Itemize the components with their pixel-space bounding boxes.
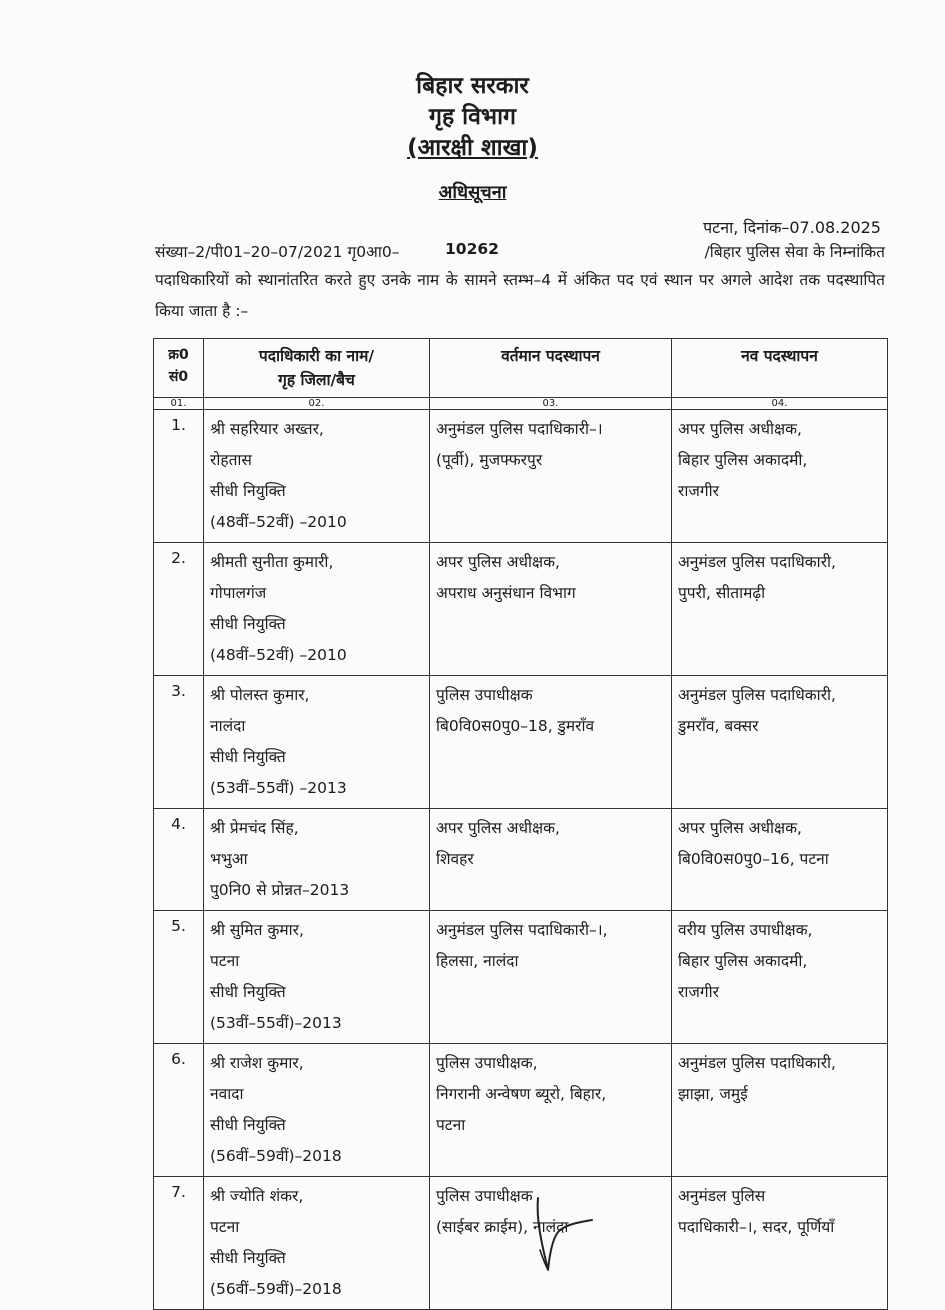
new-posting xyxy=(672,676,888,809)
officer-details-line: श्रीमती सुनीता कुमारी, xyxy=(210,553,334,571)
new-posting-line: झाझा, जमुई xyxy=(678,1085,748,1103)
header-officer-name: पदाधिकारी का नाम/ गृह जिला/बैच xyxy=(204,339,430,398)
new-posting-line: बिहार पुलिस अकादमी, xyxy=(678,952,808,970)
new-posting-line: पुपरी, सीतामढ़ी xyxy=(678,584,766,602)
reference-tail: /बिहार पुलिस सेवा के निम्नांकित xyxy=(704,243,885,261)
table-body xyxy=(154,410,888,1310)
serial-number: 4. xyxy=(154,809,204,911)
signature-mark xyxy=(520,1190,600,1285)
new-posting-line: पदाधिकारी–।, सदर, पूर्णियाँ xyxy=(678,1218,835,1236)
officer-details-line: (48वीं–52वीं) –2010 xyxy=(210,513,347,531)
officer-details xyxy=(204,676,430,809)
officer-details-line: सीधी नियुक्ति xyxy=(210,1249,286,1267)
table-row xyxy=(154,809,888,911)
officer-details xyxy=(204,1044,430,1177)
current-posting-line: पुलिस उपाधीक्षक, xyxy=(436,1054,538,1072)
letter-number: 10262 xyxy=(445,240,499,258)
officer-details-line: रोहतास xyxy=(210,451,252,469)
table-row xyxy=(154,676,888,809)
new-posting-line: बि0वि0स0पु0–16, पटना xyxy=(678,850,829,868)
current-posting-line: पुलिस उपाधीक्षक xyxy=(436,1187,533,1205)
officer-details-line: (53वीं–55वीं) –2013 xyxy=(210,779,347,797)
current-posting-line: बि0वि0स0पु0–18, डुमराँव xyxy=(436,717,595,735)
officer-details xyxy=(204,809,430,911)
table-row xyxy=(154,911,888,1044)
header-new-posting: नव पदस्थापन xyxy=(672,339,888,398)
officer-details-line: पु0नि0 से प्रोन्नत–2013 xyxy=(210,881,350,899)
current-posting xyxy=(430,676,672,809)
officer-details-line: पटना xyxy=(210,1218,240,1236)
officer-details-line: श्री राजेश कुमार, xyxy=(210,1054,304,1072)
current-posting-line: अनुमंडल पुलिस पदाधिकारी–।, xyxy=(436,921,608,939)
new-posting xyxy=(672,543,888,676)
header-department: गृह विभाग xyxy=(429,104,516,130)
officer-details-line: श्री पोलस्त कुमार, xyxy=(210,686,310,704)
current-posting-line: अपर पुलिस अधीक्षक, xyxy=(436,819,560,837)
officer-details-line: नवादा xyxy=(210,1085,244,1103)
new-posting-line: अनुमंडल पुलिस पदाधिकारी, xyxy=(678,1054,836,1072)
table-row xyxy=(154,543,888,676)
officer-details-line: भभुआ xyxy=(210,850,248,868)
body-paragraph: पदाधिकारियों को स्थानांतरित करते हुए उनके नाम के सामने स्तम्भ–4 में अंकित पद एवं स्थान पर अगले आदेश तक पदस्थापित किया जाता है :– xyxy=(155,271,885,320)
column-number: 04. xyxy=(672,398,888,410)
current-posting-line: शिवहर xyxy=(436,850,474,868)
officer-details-line: गोपालगंज xyxy=(210,584,267,602)
officer-details xyxy=(204,1177,430,1310)
serial-number: 5. xyxy=(154,911,204,1044)
current-posting-line: अपर पुलिस अधीक्षक, xyxy=(436,553,560,571)
officer-details xyxy=(204,543,430,676)
serial-number: 1. xyxy=(154,410,204,543)
officer-details-line: नालंदा xyxy=(210,717,246,735)
current-posting-line: निगरानी अन्वेषण ब्यूरो, बिहार, xyxy=(436,1085,607,1103)
new-posting-line: अपर पुलिस अधीक्षक, xyxy=(678,819,802,837)
new-posting-line: अनुमंडल पुलिस xyxy=(678,1187,766,1205)
officer-details-line: श्री ज्योति शंकर, xyxy=(210,1187,304,1205)
officer-details-line: सीधी नियुक्ति xyxy=(210,1116,286,1134)
place-date: पटना, दिनांक–07.08.2025 xyxy=(703,218,881,237)
officer-details-line: (48वीं–52वीं) –2010 xyxy=(210,646,347,664)
reference-number: संख्या–2/पी01–20–07/2021 गृ0आ0– xyxy=(155,243,400,261)
new-posting-line: अनुमंडल पुलिस पदाधिकारी, xyxy=(678,553,836,571)
notification-title: अधिसूचना xyxy=(438,182,507,203)
officer-details-line: श्री सहरियार अख्तर, xyxy=(210,420,324,438)
new-posting xyxy=(672,911,888,1044)
current-posting xyxy=(430,543,672,676)
current-posting xyxy=(430,809,672,911)
serial-number: 3. xyxy=(154,676,204,809)
column-number-row xyxy=(154,398,888,410)
officer-details-line: सीधी नियुक्ति xyxy=(210,482,286,500)
table-row xyxy=(154,1044,888,1177)
current-posting xyxy=(430,911,672,1044)
current-posting-line: हिलसा, नालंदा xyxy=(436,952,519,970)
officer-details-line: श्री प्रेमचंद सिंह, xyxy=(210,819,299,837)
current-posting xyxy=(430,410,672,543)
serial-number: 2. xyxy=(154,543,204,676)
officer-details xyxy=(204,911,430,1044)
officer-details-line: (56वीं–59वीं)–2018 xyxy=(210,1147,342,1165)
current-posting-line: (साईबर क्राईम), नालंदा xyxy=(436,1218,569,1236)
officer-details-line: सीधी नियुक्ति xyxy=(210,983,286,1001)
new-posting-line: अनुमंडल पुलिस पदाधिकारी, xyxy=(678,686,836,704)
new-posting xyxy=(672,1044,888,1177)
serial-number: 7. xyxy=(154,1177,204,1310)
new-posting-line: राजगीर xyxy=(678,482,719,500)
transfer-table xyxy=(153,338,888,1310)
column-number: 01. xyxy=(154,398,204,410)
header-branch: (आरक्षी शाखा) xyxy=(407,135,538,161)
column-number: 02. xyxy=(204,398,430,410)
officer-details-line: (56वीं–59वीं)–2018 xyxy=(210,1280,342,1298)
officer-details-line: (53वीं–55वीं)–2013 xyxy=(210,1014,342,1032)
new-posting-line: डुमराँव, बक्सर xyxy=(678,717,759,735)
header-current-posting: वर्तमान पदस्थापन xyxy=(430,339,672,398)
current-posting-line: पुलिस उपाधीक्षक xyxy=(436,686,533,704)
table-header-row xyxy=(154,339,888,398)
current-posting-line: पटना xyxy=(436,1116,466,1134)
header-government: बिहार सरकार xyxy=(416,73,529,99)
officer-details-line: पटना xyxy=(210,952,240,970)
new-posting xyxy=(672,809,888,911)
current-posting-line: अपराध अनुसंधान विभाग xyxy=(436,584,576,602)
column-number: 03. xyxy=(430,398,672,410)
current-posting-line: अनुमंडल पुलिस पदाधिकारी–। xyxy=(436,420,603,438)
new-posting-line: राजगीर xyxy=(678,983,719,1001)
new-posting xyxy=(672,410,888,543)
officer-details-line: सीधी नियुक्ति xyxy=(210,748,286,766)
new-posting-line: अपर पुलिस अधीक्षक, xyxy=(678,420,802,438)
current-posting xyxy=(430,1044,672,1177)
new-posting-line: बिहार पुलिस अकादमी, xyxy=(678,451,808,469)
officer-details xyxy=(204,410,430,543)
new-posting xyxy=(672,1177,888,1310)
serial-number: 6. xyxy=(154,1044,204,1177)
officer-details-line: सीधी नियुक्ति xyxy=(210,615,286,633)
header-serial: क्र0 सं0 xyxy=(154,339,204,398)
officer-details-line: श्री सुमित कुमार, xyxy=(210,921,304,939)
new-posting-line: वरीय पुलिस उपाधीक्षक, xyxy=(678,921,813,939)
current-posting-line: (पूर्वी), मुजफ्फरपुर xyxy=(436,451,543,469)
table-row xyxy=(154,410,888,543)
